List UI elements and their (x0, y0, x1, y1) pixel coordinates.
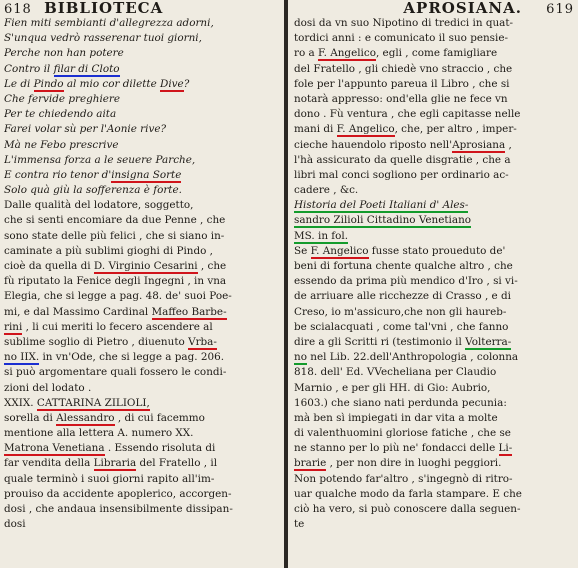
underlined-phrase: insigna Sorte (111, 168, 182, 181)
right-text-line: no nel Lib. 22.dell'Anthropologia , colonna (294, 351, 519, 364)
underlined-phrase: no (294, 351, 307, 364)
left-text-line: quale terminò i suoi giorni rapito all'im- (4, 472, 215, 485)
left-page-text (4, 16, 280, 532)
underlined-phrase: sandro Zilioli Cittadino Venetiano (294, 214, 472, 227)
underlined-phrase: Vrba- (188, 335, 217, 348)
left-text-line: fù riputato la Fenice degli Ingegni , in vna (4, 275, 227, 288)
right-text-line: ciò ha vero, si può conoscere dalla seguen- (294, 503, 521, 515)
right-text-line (294, 229, 574, 244)
right-text-line: Non potendo far'altro , s'ingegnò di ritro- (294, 472, 513, 485)
left-text-line: Solo quà giù la sofferenza è forte. (4, 184, 182, 197)
left-text-line: XXIX. CATTARINA ZILIOLI, (4, 396, 150, 409)
right-text-line: ro a F. Angelico, egli , come famigliare (294, 47, 498, 60)
right-text-line: essendo da prima più mendico d'Iro , si vi- (294, 275, 518, 288)
right-running-title: APROSIANA. (403, 0, 522, 17)
underlined-phrase: rini (4, 320, 23, 333)
right-text-line: dosi da vn suo Nipotino di tredici in quat- (294, 17, 514, 29)
left-running-head (4, 0, 280, 16)
underlined-phrase: Alessandro (56, 411, 115, 424)
right-text-line: uar qualche modo da farla stampare. E che (294, 487, 522, 500)
underlined-phrase: filar di Cloto (53, 62, 120, 75)
right-text-line: dire a gli Scritti ri (testimonio il Volterra- (294, 335, 512, 348)
right-text-line: ne stanno per lo più ne' fondacci delle Li- (294, 442, 513, 455)
underlined-phrase: brarie (294, 457, 327, 470)
right-text-line: tordici anni : e comunicato il suo pensie- (294, 32, 509, 45)
left-text-line: sorella di Alessandro , di cui facemmo (4, 411, 205, 424)
right-text-line: Creso, io m'assicuro,che non gli haureb- (294, 305, 507, 318)
underlined-phrase: Pindo (33, 77, 64, 90)
underlined-phrase: CATTARINA ZILIOLI, (36, 396, 150, 409)
right-text-line: cadere , &c. (294, 184, 359, 197)
left-text-line: che si senti encomiare da due Penne , che (4, 214, 226, 227)
right-text-line (294, 213, 574, 228)
left-text-line: L'immensa forza a le seuere Parche, (4, 153, 196, 166)
underlined-phrase: no IIX. (4, 351, 40, 364)
underlined-phrase: F. Angelico (318, 47, 376, 60)
left-text-line: prouiso da accidente apoplerico, accorgen- (4, 487, 232, 500)
right-text-line: libri mal conci sogliono per ordinario ac- (294, 168, 509, 181)
left-text-line: si può argomentare quali fossero le condi- (4, 366, 227, 379)
left-text-line: Elegia, che si legge a pag. 48. de' suoi Poe- (4, 290, 232, 303)
left-page-number: 618 (4, 2, 32, 17)
right-text-line: beni di fortuna chente qualche altro , che (294, 260, 513, 272)
right-text-line (294, 198, 574, 213)
underlined-phrase: Li- (498, 442, 513, 455)
left-text-line: Fien miti sembianti d'allegrezza adorni, (4, 17, 214, 29)
right-text-line: Marnio , e per gli HH. di Gio: Aubrio, (294, 381, 491, 394)
left-text-line: zioni del lodato . (4, 381, 92, 394)
underlined-phrase: Dive (160, 77, 184, 90)
left-page (0, 0, 286, 568)
underlined-phrase: Matrona Venetiana (4, 442, 105, 455)
right-text-line: notarà appresso: ond'ella glie ne fece vn (294, 92, 508, 105)
left-text-line: far vendita della Libraria del Fratello , il (4, 457, 218, 470)
left-text-line: mi, e dal Massimo Cardinal Maffeo Barbe- (4, 305, 227, 318)
left-text-line: Matrona Venetiana . Essendo risoluta di (4, 442, 216, 455)
right-text-line: be scialacquati , come tal'vni , che fanno (294, 320, 509, 333)
right-text-line: mani di F. Angelico, che, per altro , imper- (294, 123, 517, 136)
left-text-line: cioè da quella di D. Virginio Cesarini , che (4, 260, 227, 272)
right-text-line: Se F. Angelico fusse stato proueduto de' (294, 244, 506, 257)
right-text-line: l'hà assicurato da quelle disgratie , che a (294, 153, 511, 166)
left-text-line: Farei volar sù per l'Aonie rive? (4, 123, 167, 136)
left-text-line: no IIX. in vn'Ode, che si legge a pag. 206. (4, 351, 225, 364)
right-page-number: 619 (546, 2, 574, 17)
right-text-line: mà ben sì impiegati in dar vita a molte (294, 411, 498, 424)
right-text-line: di valenthuomini gloriose fatiche , che se (294, 427, 511, 440)
underlined-phrase: MS. in fol. (294, 229, 349, 242)
underlined-phrase: F. Angelico (310, 244, 369, 257)
left-text-line: caminate a più sublimi gioghi di Pindo , (4, 244, 213, 257)
right-text-line: brarie , per non dire in luoghi peggiori. (294, 457, 502, 470)
right-running-head (294, 0, 574, 16)
right-text-line: de arriuare alle ricchezze di Crasso , e di (294, 290, 511, 303)
left-text-line: sublime soglio di Pietro , diuenuto Vrba- (4, 335, 217, 348)
right-text-line: 818. dell' Ed. VVecheliana per Claudio (294, 366, 497, 379)
left-text-line: mentione alla lettera A. numero XX. (4, 427, 194, 440)
left-text-line: Dalle qualità del lodatore, soggetto, (4, 199, 194, 212)
left-text-line: rini , li cui meriti lo fecero ascendere al (4, 320, 213, 333)
underlined-phrase: Aprosiana (452, 138, 506, 151)
right-text-line: cieche hauendolo riposto nell'Aprosiana , (294, 138, 512, 151)
left-text-line: dosi (4, 518, 26, 531)
left-text-line: Per te chiedendo aita (4, 108, 117, 121)
underlined-phrase: Libraria (93, 457, 137, 470)
left-text-line: sono state delle più felici , che si siano in- (4, 229, 225, 242)
right-text-line: del Fratello , gli chiedè vno straccio , che (294, 62, 513, 75)
underlined-phrase: Volterra- (465, 335, 512, 348)
underlined-phrase: D. Virginio Cesarini (93, 260, 198, 272)
underlined-phrase: Maffeo Barbe- (151, 305, 227, 318)
left-text-line: Che fervide preghiere (4, 92, 121, 105)
left-text-line: Mà ne Febo prescrive (4, 138, 119, 151)
underlined-phrase: Historia del Poeti Italiani d' Ales- (294, 199, 469, 212)
left-text-line: S'unqua vedrò rasserenar tuoi giorni, (4, 32, 202, 45)
left-text-line: Perche non han potere (4, 47, 124, 60)
right-page-text (294, 16, 574, 532)
right-text-line: 1603.) che siano nati perdunda pecunia: (294, 396, 507, 409)
left-text-line: dosi , che andaua insensibilmente dissipan- (4, 503, 233, 515)
underlined-phrase: F. Angelico (336, 123, 395, 136)
right-text-line: te (294, 518, 305, 531)
left-running-title: BIBLIOTECA (44, 0, 164, 17)
left-text-line: Contro il filar di Cloto (4, 62, 120, 75)
right-text-line: dono . Fù ventura , che egli capitasse nelle (294, 108, 521, 121)
right-text-line: fole per l'appunto pareua il Libro , che si (294, 77, 510, 90)
left-text-line: E contra rio tenor d'insigna Sorte (4, 168, 182, 181)
right-page (288, 0, 578, 568)
left-text-line: Le di Pindo al mio cor dilette Dive? (4, 77, 190, 90)
